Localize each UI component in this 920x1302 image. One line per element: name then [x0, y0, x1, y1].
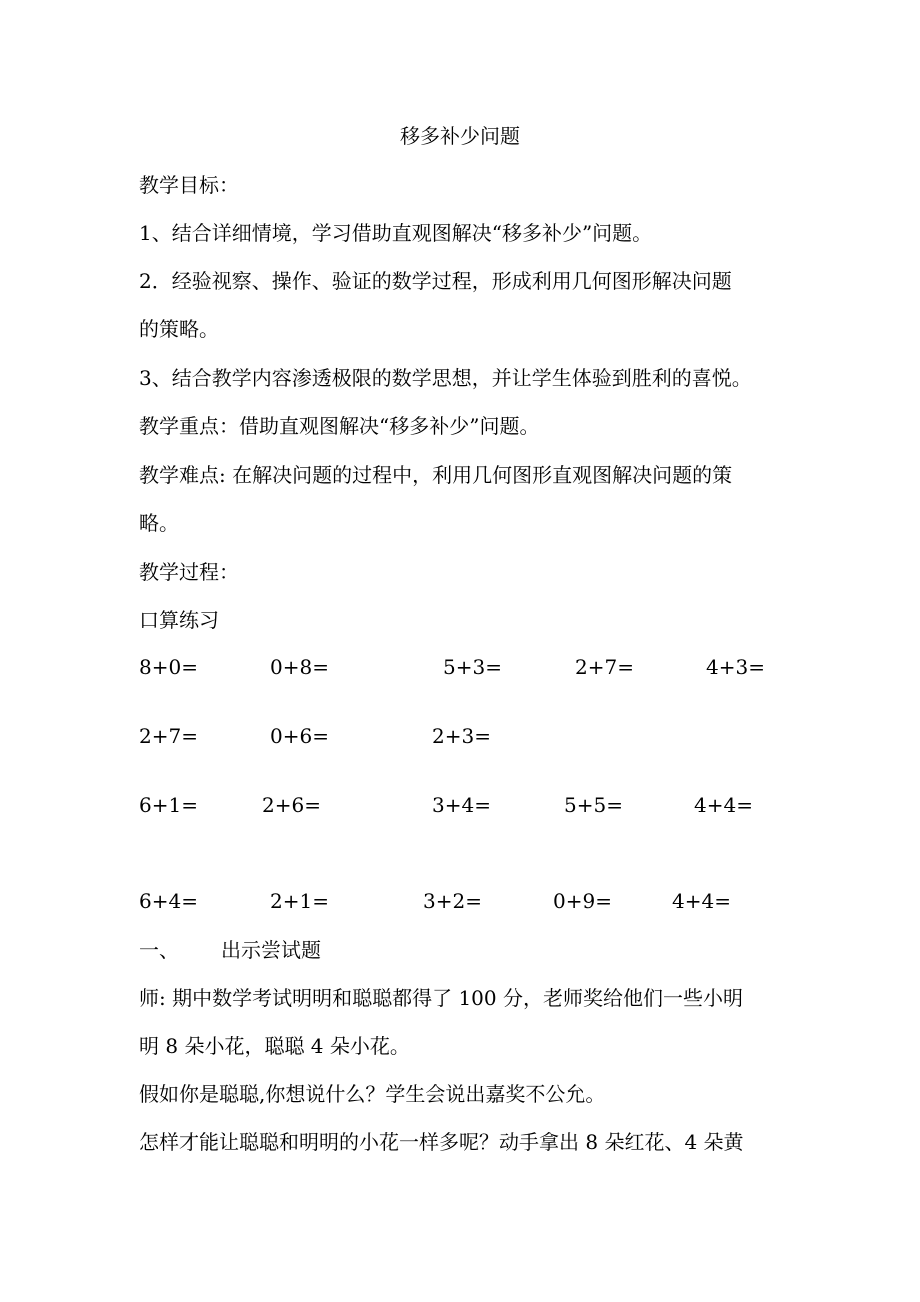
difficulty-line-2: 略。 [139, 511, 179, 535]
key-point: 教学重点：借助直观图解决“移多补少”问题。 [139, 414, 540, 438]
oral-item: 0+9= [553, 889, 612, 913]
paragraph-line-4: 怎样才能让聪聪和明明的小花一样多呢？动手拿出 8 朵红花、4 朵黄 [139, 1130, 744, 1154]
paragraph-line-2: 明 8 朵小花，聪聪 4 朵小花。 [139, 1034, 410, 1058]
oral-row-1 [0, 654, 920, 680]
objective-3: 3、结合教学内容渗透极限的数学思想，并让学生体验到胜利的喜悦。 [139, 366, 752, 390]
paragraph-line-1: 师: 期中数学考试明明和聪聪都得了 100 分，老师奖给他们一些小明 [139, 986, 743, 1010]
oral-row-4 [0, 888, 920, 914]
oral-item: 8+0= [139, 655, 198, 679]
page-title: 移多补少问题 [400, 124, 520, 148]
section-one-title: 出示尝试题 [221, 938, 321, 962]
oral-item: 6+1= [139, 793, 198, 817]
process-heading: 教学过程： [139, 560, 239, 584]
oral-item: 2+1= [270, 889, 329, 913]
oral-row-2 [0, 723, 920, 749]
objective-1: 1、结合详细情境，学习借助直观图解决“移多补少”问题。 [139, 221, 653, 245]
oral-item: 2+3= [432, 724, 491, 748]
section-one-heading [139, 937, 321, 963]
oral-item: 0+8= [270, 655, 329, 679]
oral-item: 0+6= [270, 724, 329, 748]
oral-item: 2+7= [575, 655, 634, 679]
objective-2: 2．经验视察、操作、验证的数学过程，形成利用几何图形解决问题 [139, 269, 732, 293]
objective-2-cont: 的策略。 [139, 317, 219, 341]
difficulty-line-1: 教学难点: 在解决问题的过程中，利用几何图形直观图解决问题的策 [139, 463, 733, 487]
oral-item: 6+4= [139, 889, 198, 913]
paragraph-line-3: 假如你是聪聪,你想说什么？学生会说出嘉奖不公允。 [139, 1082, 606, 1106]
oral-item: 5+5= [564, 793, 623, 817]
oral-item: 2+7= [139, 724, 198, 748]
oral-item: 5+3= [443, 655, 502, 679]
oral-item: 3+4= [432, 793, 491, 817]
oral-item: 4+4= [672, 889, 731, 913]
oral-heading: 口算练习 [139, 608, 219, 632]
oral-item: 4+3= [706, 655, 765, 679]
section-one-number: 一、 [139, 938, 179, 962]
oral-item: 4+4= [694, 793, 753, 817]
oral-row-3 [0, 792, 920, 818]
oral-item: 2+6= [262, 793, 321, 817]
objectives-heading: 教学目标： [139, 173, 239, 197]
oral-item: 3+2= [423, 889, 482, 913]
